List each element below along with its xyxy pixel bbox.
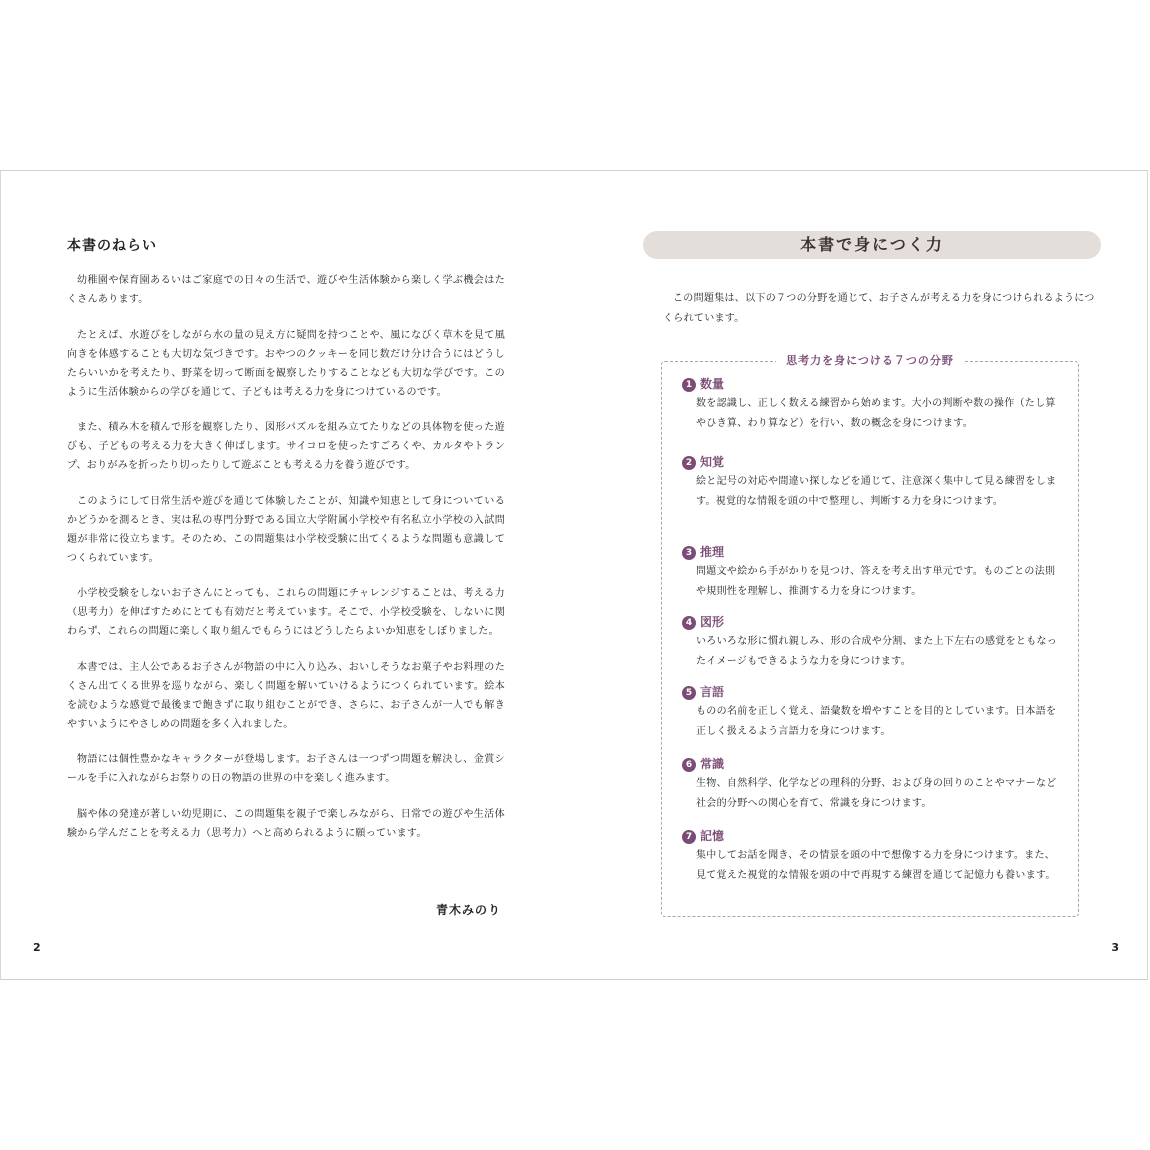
skill-description: 絵と記号の対応や間違い探しなどを通じて、注意深く集中して見る練習をします。視覚的な情報を頭の中で整理し、判断する力を身につけます。 bbox=[696, 476, 1057, 507]
skill-item bbox=[682, 754, 1062, 814]
skill-number-badge: 2 bbox=[682, 456, 696, 470]
skill-heading bbox=[682, 612, 1062, 632]
left-page-title: 本書のねらい bbox=[67, 238, 157, 254]
skill-item bbox=[682, 826, 1062, 886]
paragraph: 幼稚園や保育園あるいはご家庭での日々の生活で、遊びや生活体験から楽しく学ぶ機会はたくさんあります。 bbox=[67, 275, 505, 305]
skill-item bbox=[682, 452, 1062, 512]
skill-description: いろいろな形に慣れ親しみ、形の合成や分割、また上下左右の感覚をともなったイメージもできるような力を身につけます。 bbox=[696, 636, 1058, 667]
paragraph: たとえば、水遊びをしながら水の量の見え方に疑問を持つことや、風になびく草木を見て風向きを体感することも大切な気づきです。おやつのクッキーを同じ数だけ分け合うにはどうしたらいいかを考えたり、野菜を切って断面を観察したりすることなども大切な学びです。このように生活体験からの学びを通じて、子どもは考える力を身につけているのです。 bbox=[67, 329, 505, 398]
paragraph: 脳や体の発達が著しい幼児期に、この問題集を親子で楽しみながら、日常での遊びや生活体験から学んだことを考える力（思考力）へと高められるように願っています。 bbox=[67, 808, 505, 839]
skill-name: 常識 bbox=[700, 757, 725, 771]
skill-name: 知覚 bbox=[700, 455, 725, 469]
paragraph: 物語には個性豊かなキャラクターが登場します。お子さんは一つずつ問題を解決し、金賞シールを手に入れながらお祭りの日の物語の世界の中を楽しく進みます。 bbox=[67, 754, 505, 784]
skill-number-badge: 5 bbox=[682, 686, 696, 700]
paragraph: このようにして日常生活や遊びを通じて体験したことが、知識や知恵として身についているかどうかを測るとき、実は私の専門分野である国立大学附属小学校や有名私立小学校の入試問題が非常に役立ちます。そのため、この問題集は小学校受験に出てくるような問題も意識してつくられています。 bbox=[67, 495, 505, 564]
page-number-right: 3 bbox=[1111, 941, 1119, 954]
page-number-left: 2 bbox=[33, 941, 41, 954]
skill-name: 推理 bbox=[700, 545, 725, 559]
right-page bbox=[575, 171, 1149, 979]
skills-box-title: 思考力を身につける７つの分野 bbox=[776, 352, 964, 368]
paragraph: 小学校受験をしないお子さんにとっても、これらの問題にチャレンジすることは、考える力（思考力）を伸ばすためにとても有効だと考えています。そこで、小学校受験を、しないに関わらず、これらの問題に楽しく取り組んでもらうにはどうしたらよいか知恵をしぼりました。 bbox=[67, 588, 505, 637]
left-page bbox=[1, 171, 575, 979]
skill-description: 数を認識し、正しく数える練習から始めます。大小の判断や数の操作（たし算やひき算、わり算など）を行い、数の概念を身につけます。 bbox=[696, 398, 1056, 429]
left-page-body bbox=[67, 271, 505, 859]
skill-description: 集中してお話を聞き、その情景を頭の中で想像する力を身につけます。また、見て覚えた視覚的な情報を頭の中で再現する練習を通じて記憶力も養います。 bbox=[696, 850, 1056, 881]
skill-heading bbox=[682, 542, 1062, 562]
skill-number-badge: 3 bbox=[682, 546, 696, 560]
book-spread bbox=[0, 170, 1148, 980]
skill-item bbox=[682, 542, 1062, 602]
skill-item bbox=[682, 612, 1062, 672]
skill-description: 問題文や絵から手がかりを見つけ、答えを考え出す単元です。ものごとの法則や規則性を理解し、推測する力を身につけます。 bbox=[696, 566, 1056, 597]
right-page-title: 本書で身につく力 bbox=[643, 231, 1101, 259]
skill-name: 記憶 bbox=[700, 829, 725, 843]
skill-description: ものの名前を正しく覚え、語彙数を増やすことを目的としています。日本語を正しく扱えるよう言語力を身につけます。 bbox=[696, 706, 1057, 737]
skill-number-badge: 7 bbox=[682, 830, 696, 844]
skills-box bbox=[661, 354, 1079, 917]
skill-heading bbox=[682, 754, 1062, 774]
right-page-intro: この問題集は、以下の７つの分野を通じて、お子さんが考える力を身につけられるようにつくられています。 bbox=[663, 293, 1095, 324]
paragraph: また、積み木を積んで形を観察したり、図形パズルを組み立てたりなどの具体物を使った遊びも、子どもの考える力を大きく伸ばします。サイコロを使ったすごろくや、カルタやトランプ、おりがみを折ったり切ったりして遊ぶことも考える力を養う遊びです。 bbox=[67, 422, 505, 471]
skill-heading bbox=[682, 826, 1062, 846]
skill-heading bbox=[682, 374, 1062, 394]
skill-number-badge: 6 bbox=[682, 758, 696, 772]
skill-name: 図形 bbox=[700, 615, 725, 629]
skill-number-badge: 1 bbox=[682, 378, 696, 392]
skill-number-badge: 4 bbox=[682, 616, 696, 630]
skill-heading bbox=[682, 452, 1062, 472]
skill-item bbox=[682, 374, 1062, 434]
skill-name: 言語 bbox=[700, 685, 725, 699]
paragraph: 本書では、主人公であるお子さんが物語の中に入り込み、おいしそうなお菓子やお料理のたくさん出てくる世界を巡りながら、楽しく問題を解いていけるようにつくられています。絵本を読むような感覚で最後まで飽きずに取り組むことができ、さらに、お子さんが一人でも解きやすいようにやさしめの問題を多く入れました。 bbox=[67, 661, 505, 730]
skill-item bbox=[682, 682, 1062, 742]
skill-heading bbox=[682, 682, 1062, 702]
skill-name: 数量 bbox=[700, 377, 725, 391]
author-signature: 青木みのり bbox=[435, 903, 501, 917]
skill-description: 生物、自然科学、化学などの理科的分野、および身の回りのことやマナーなど社会的分野への関心を育て、常識を身につけます。 bbox=[696, 778, 1057, 809]
